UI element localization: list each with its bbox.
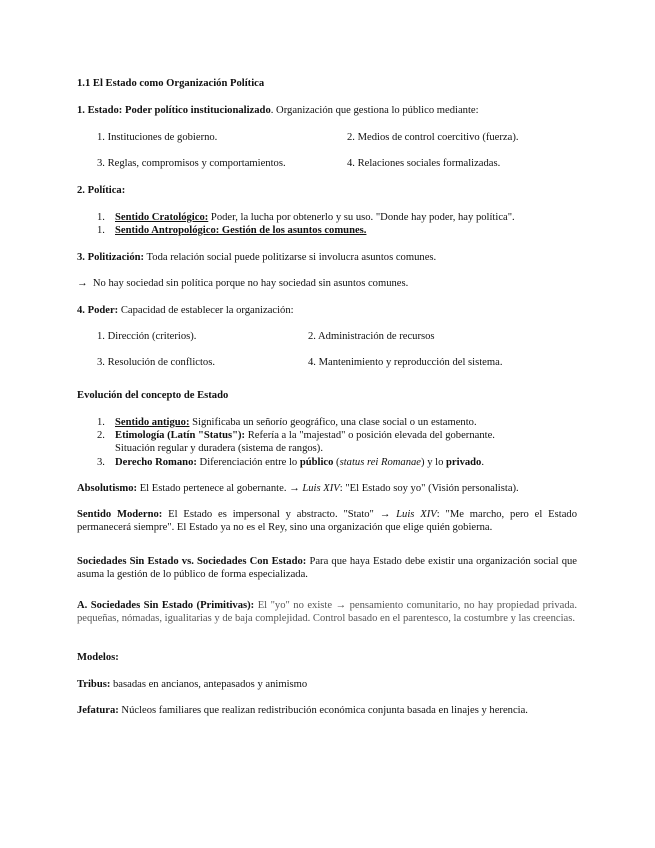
sin-estado-definition: A. Sociedades Sin Estado (Primitivas): El "yo" no existe → pensamiento comunitario, no hay propiedad privada. pequeñas, nómadas, igualitarias y de baja complejidad. Control basado en el parentesco, la costumbre y las creencias. [77, 600, 578, 624]
absolutismo-heading: Absolutismo: [77, 483, 138, 494]
modelos-heading: Modelos: [77, 652, 119, 663]
list-item: 1. Sentido Cratológico: Poder, la lucha por obtenerlo y su uso. "Donde hay poder, hay política". [97, 212, 515, 223]
moderno-definition: Sentido Moderno: El Estado es impersonal y abstracto. "Stato" → Luis XIV: "Me marcho, pero el Estado permanecerá siempre". El Estado ya no es el Rey, sino una organización que elige quién gobierna. [77, 509, 577, 533]
list-item: 4. Relaciones sociales formalizadas. [347, 158, 501, 169]
sociedades-heading: Sociedades Sin Estado vs. Sociedades Con Estado: [77, 556, 307, 567]
politizacion-definition: 3. Politización: Toda relación social puede politizarse si involucra asuntos comunes. [77, 252, 437, 263]
list-item: 1. Instituciones de gobierno. [97, 132, 218, 143]
list-item: 2. Administración de recursos [308, 331, 435, 342]
list-item: 1. Sentido antiguo: Significaba un señorío geográfico, una clase social o un estamento. [97, 417, 477, 428]
poder-heading: 4. Poder: [77, 305, 119, 316]
list-item: 1. Dirección (criterios). [97, 331, 197, 342]
sociedades-definition: Sociedades Sin Estado vs. Sociedades Con Estado: Para que haya Estado debe existir una organización social que asuma la gestión de lo público de forma especializada. [77, 556, 577, 580]
list-item: 1. Sentido Antropológico: Gestión de los asuntos comunes. [97, 225, 367, 236]
estado-heading: 1. Estado: Poder político institucionalizado [77, 105, 271, 116]
section-title: 1.1 El Estado como Organización Política [77, 78, 265, 89]
list-item: 4. Mantenimiento y reproducción del sistema. [308, 357, 503, 368]
politica-heading: 2. Política: [77, 185, 126, 196]
poder-definition: 4. Poder: Capacidad de establecer la organización: [77, 305, 294, 316]
sin-estado-heading: A. Sociedades Sin Estado (Primitivas): [77, 600, 255, 611]
list-item: 3. Resolución de conflictos. [97, 357, 215, 368]
absolutismo-definition: Absolutismo: El Estado pertenece al gobernante. → Luis XIV: "El Estado soy yo" (Visión personalista). [77, 483, 519, 494]
politizacion-heading: 3. Politización: [77, 252, 145, 263]
arrow-icon: → [77, 278, 88, 289]
list-item: 2. Etimología (Latín "Status"): Refería a la "majestad" o posición elevada del gobernante. Situación regular y duradera (sistema de rangos). [97, 430, 495, 454]
list-item: 3. Derecho Romano: Diferenciación entre lo público (status rei Romanae) y lo privado. [97, 457, 485, 468]
moderno-heading: Sentido Moderno: [77, 509, 163, 520]
evolucion-heading: Evolución del concepto de Estado [77, 390, 229, 401]
estado-definition: 1. Estado: Poder político institucionalizado. Organización que gestiona lo público mediante: [77, 105, 479, 116]
list-item: 3. Reglas, compromisos y comportamientos. [97, 158, 286, 169]
tribus-definition: Tribus: basadas en ancianos, antepasados y animismo [77, 679, 308, 690]
list-item: 2. Medios de control coercitivo (fuerza). [347, 132, 519, 143]
conclusion-line: → No hay sociedad sin política porque no hay sociedad sin asuntos comunes. [77, 278, 409, 289]
jefatura-definition: Jefatura: Núcleos familiares que realizan redistribución económica conjunta basada en linajes y herencia. [77, 705, 528, 716]
